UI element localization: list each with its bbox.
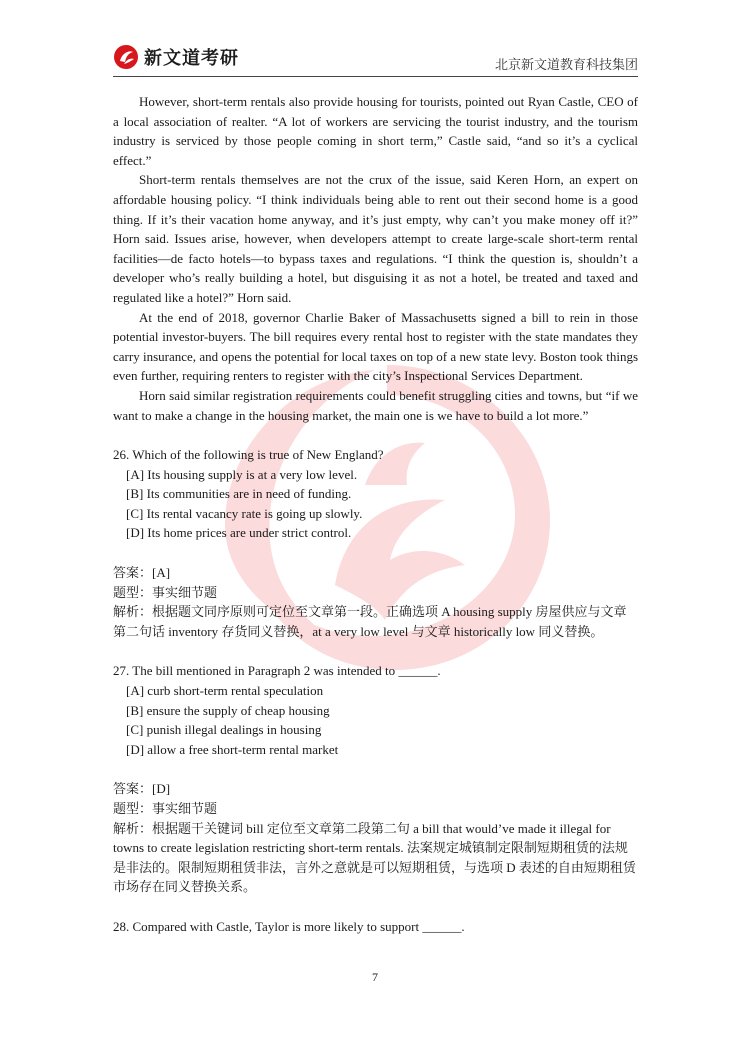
passage-paragraph: However, short-term rentals also provide housing for tourists, pointed out Ryan Castle, CEO of a local association of realter. “A lot of workers are servicing the tourist industry, and the tourism industry is serviced by those people coming in short term,” Castle said, “and so it’s a cyclical effect.” — [113, 94, 638, 168]
page-number: 7 — [372, 970, 378, 984]
answer-line: 答案：[D] — [113, 781, 171, 797]
answer-analysis: 解析：根据题文同序原则可定位至文章第一段。正确选项 A housing supply 房屋供应与文章第二句话 inventory 存货同义替换，at a very low level 与文章 historically low 同义替换。 — [113, 604, 627, 639]
answer-analysis: 解析：根据题干关键词 bill 定位至文章第二段第二句 a bill that would’ve made it illegal for towns to create legislation restricting short-term rentals. 法案规定城镇制定限制短期租赁的法规是非法的。限制短期租赁非法，言外之意就是可以短期租赁，与选项 D 表述的自由短期租赁市场存在同义替换关系。 — [113, 820, 636, 895]
page-content — [113, 92, 638, 937]
logo-text: 新文道考研 — [144, 48, 239, 69]
company-name: 北京新文道教育科技集团 — [494, 58, 638, 73]
question-stem: 26. Which of the following is true of New England? — [113, 447, 384, 463]
page-header — [113, 40, 638, 77]
question-type: 题型：事实细节题 — [113, 801, 218, 816]
question-option: [A] Its housing supply is at a very low level. — [126, 466, 358, 482]
question-stem: 27. The bill mentioned in Paragraph 2 was intended to ______. — [113, 663, 441, 679]
question-type: 题型：事实细节题 — [113, 584, 218, 600]
question-option: [D] allow a free short-term rental market — [126, 741, 339, 757]
passage-paragraph: Horn said similar registration requirements could benefit struggling cities and towns, but “if we want to make a change in the housing market, the main one is we have to build a lot more.” — [113, 387, 638, 423]
phoenix-logo-icon — [113, 44, 139, 70]
logo — [113, 44, 239, 70]
question-option: [B] ensure the supply of cheap housing — [126, 702, 330, 718]
question-option: [D] Its home prices are under strict control. — [126, 525, 352, 541]
question-option: [A] curb short-term rental speculation — [126, 683, 324, 699]
passage-paragraph: Short-term rentals themselves are not the crux of the issue, said Keren Horn, an expert on affordable housing policy. “I think individuals being able to rent out their second home is a good thing. If it’s their vacation home anyway, and it’s just empty, why can’t you make money off it?” Horn said. Issues arise, however, when developers attempt to create large-scale short-term rental facilities—de facto hotels—to bypass taxes and regulations. “I think the question is, shouldn’t a developer who’s really building a hotel, but disguising it as not a hotel, be treated and taxed and regulated like a hotel?” Horn said. — [113, 172, 638, 305]
question-option: [C] punish illegal dealings in housing — [126, 722, 322, 738]
question-stem: 28. Compared with Castle, Taylor is more likely to support ______. — [113, 918, 465, 934]
answer-line: 答案：[A] — [113, 565, 171, 581]
question-option: [C] Its rental vacancy rate is going up slowly. — [126, 505, 363, 521]
passage-paragraph: At the end of 2018, governor Charlie Baker of Massachusetts signed a bill to rein in those potential investor-buyers. The bill requires every rental host to register with the state mandates they carry insurance, and opens the potential for local taxes on top of a new state levy. Boston took things even further, requiring renters to register with the city’s Inspectional Services Department. — [113, 309, 638, 384]
question-option: [B] Its communities are in need of funding. — [126, 486, 352, 502]
